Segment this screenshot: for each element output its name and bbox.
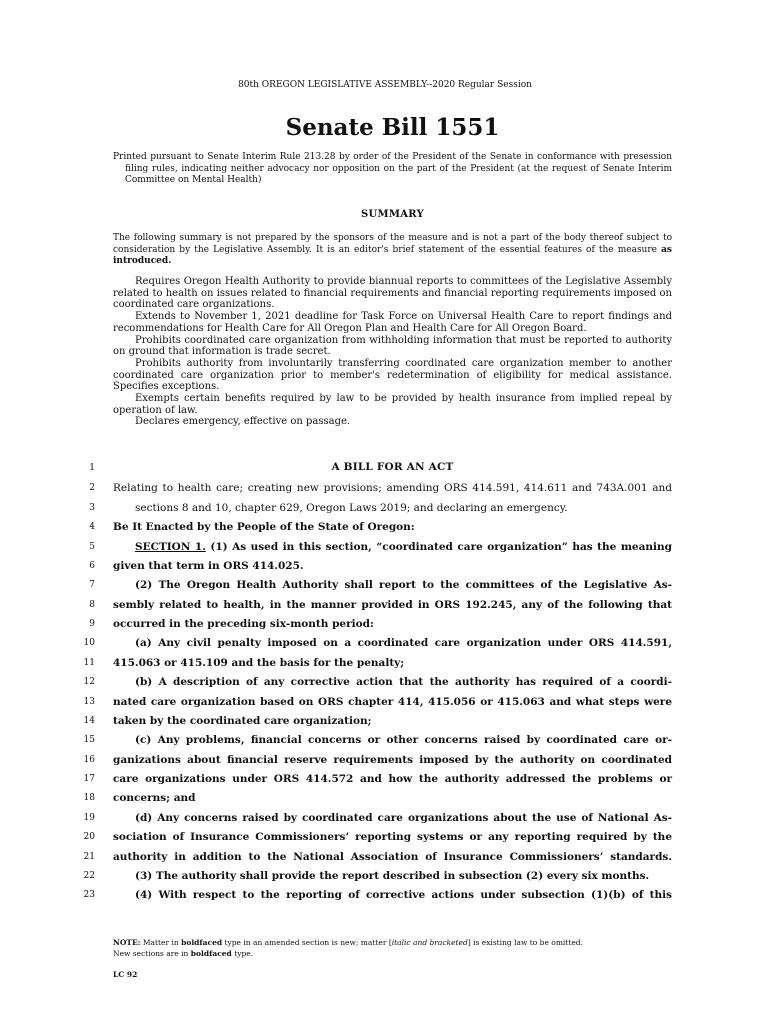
- line-number: 3: [89, 503, 95, 513]
- line-number: 19: [83, 813, 95, 823]
- footer-note: [113, 937, 672, 959]
- line-number: 17: [83, 774, 95, 784]
- note-text: Matter in: [142, 938, 179, 947]
- bill-line: Relating to health care; creating new provisions; amending ORS 414.591, 414.611 and 743A.001 and: [113, 482, 672, 494]
- line-number: 23: [83, 890, 95, 900]
- line-number: 22: [83, 871, 95, 881]
- bill-line-text: (1) As used in this section, “coordinated care organization” has the meaning: [205, 541, 673, 553]
- line-number: 6: [89, 561, 95, 571]
- line-number: 11: [83, 658, 95, 668]
- bill-line: taken by the coordinated care organization;: [113, 715, 372, 727]
- line-number: 14: [83, 716, 95, 726]
- line-number: 15: [83, 735, 95, 745]
- bill-line: sembly related to health, in the manner provided in ORS 192.245, any of the following that: [113, 599, 672, 611]
- bill-line: care organizations under ORS 414.572 and how the authority addressed the problems or: [113, 773, 672, 785]
- summary-paragraph: Prohibits authority from involuntarily transferring coordinated care organization member to another coordinated care organization prior to member's redetermination of eligibility for medical assistance. Specifies exceptions.: [113, 357, 672, 393]
- note-bold: boldfaced: [181, 938, 223, 947]
- line-number: 9: [89, 619, 95, 629]
- line-number: 10: [83, 638, 95, 648]
- summary-disclaimer-text: The following summary is not prepared by the sponsors of the measure and is not a part of the body thereof subject to consideration by the Legislative Assembly. It is an editor's brief statement of the essential features of the measure: [113, 233, 672, 255]
- bill-line: (b) A description of any corrective action that the authority has required of a coordi-: [135, 676, 672, 688]
- line-number: 7: [89, 580, 95, 590]
- note-text: ] is existing law to be omitted.: [467, 938, 583, 947]
- summary-paragraph: Exempts certain benefits required by law to be provided by health insurance from implied repeal by operation of law.: [113, 393, 672, 416]
- bill-line: [113, 540, 672, 554]
- bill-line: (4) With respect to the reporting of corrective actions under subsection (1)(b) of this: [135, 889, 672, 901]
- printed-note: [113, 152, 672, 187]
- bill-line: given that term in ORS 414.025.: [113, 560, 304, 572]
- summary-paragraph: Prohibits coordinated care organization from withholding information that must be reported to authority on ground that information is trade secret.: [113, 334, 672, 358]
- bill-line: occurred in the preceding six-month period:: [113, 618, 374, 630]
- summary-paragraph: Extends to November 1, 2021 deadline for Task Force on Universal Health Care to report findings and recommendations for Health Care for All Oregon Plan and Health Care for All Oregon Board.: [113, 311, 672, 334]
- line-number: 8: [89, 600, 95, 610]
- summary-paragraph: Declares emergency, effective on passage.: [135, 416, 351, 428]
- line-number: 12: [83, 677, 95, 687]
- bill-line: (c) Any problems, financial concerns or other concerns raised by coordinated care or-: [135, 734, 672, 746]
- note-italic: italic and bracketed: [391, 938, 468, 947]
- bill-line: concerns; and: [113, 792, 196, 804]
- bill-line: ganizations about financial reserve requirements imposed by the authority on coordinated: [113, 754, 672, 766]
- summary-disclaimer-bold: as introduced.: [113, 244, 672, 266]
- line-number: 2: [89, 483, 95, 493]
- enacting-clause: Be It Enacted by the People of the State of Oregon:: [113, 521, 415, 533]
- line-number: 20: [83, 832, 95, 842]
- summary-disclaimer: [113, 233, 672, 268]
- line-number: 5: [89, 542, 95, 552]
- lc-number: LC 92: [113, 970, 138, 979]
- bill-line: 415.063 or 415.109 and the basis for the penalty;: [113, 657, 405, 669]
- note-text: type.: [234, 949, 254, 958]
- summary-body: [113, 276, 672, 428]
- bill-line: (2) The Oregon Health Authority shall report to the committees of the Legislative As-: [135, 579, 672, 591]
- bill-title: Senate Bill 1551: [285, 114, 500, 141]
- bill-line: sociation of Insurance Commissioners’ reporting systems or any reporting required by the: [113, 831, 672, 843]
- summary-paragraph: Requires Oregon Health Authority to provide biannual reports to committees of the Legislative Assembly related to health on issues related to financial requirements and financial reporting requirements imposed on coordinated care organizations.: [113, 276, 672, 311]
- line-number: 16: [83, 755, 95, 765]
- bill-line: (d) Any concerns raised by coordinated care organizations about the use of National As-: [135, 812, 672, 824]
- printed-note-text: Printed pursuant to Senate Interim Rule 213.28 by order of the President of the Senate in conformance with presession filing rules, indicating neither advocacy nor opposition on the part of the President (at the request of Senate Interim Committee on Mental Health): [113, 152, 672, 185]
- note-text: type in an amended section is new; matter [: [224, 938, 392, 947]
- line-number: 1: [89, 463, 95, 473]
- note-label: NOTE:: [113, 938, 141, 947]
- session-header: 80th OREGON LEGISLATIVE ASSEMBLY--2020 Regular Session: [238, 80, 532, 90]
- line-number: 21: [83, 852, 95, 862]
- bill-line: (a) Any civil penalty imposed on a coordinated care organization under ORS 414.591,: [135, 637, 672, 649]
- note-text: New sections are in: [113, 949, 189, 958]
- bill-line: sections 8 and 10, chapter 629, Oregon Laws 2019; and declaring an emergency.: [135, 502, 568, 514]
- note-bold: boldfaced: [190, 949, 232, 958]
- act-title: A BILL FOR AN ACT: [331, 461, 454, 473]
- summary-heading: SUMMARY: [360, 209, 425, 220]
- bill-line: (3) The authority shall provide the report described in subsection (2) every six months.: [135, 870, 650, 882]
- bill-line: authority in addition to the National Association of Insurance Commissioners’ standards.: [113, 851, 672, 863]
- line-number: 4: [89, 522, 95, 532]
- line-number: 18: [83, 793, 95, 803]
- bill-line: nated care organization based on ORS chapter 414, 415.056 or 415.063 and what steps were: [113, 696, 672, 708]
- section-label: SECTION 1.: [135, 541, 206, 553]
- line-number: 13: [83, 697, 95, 707]
